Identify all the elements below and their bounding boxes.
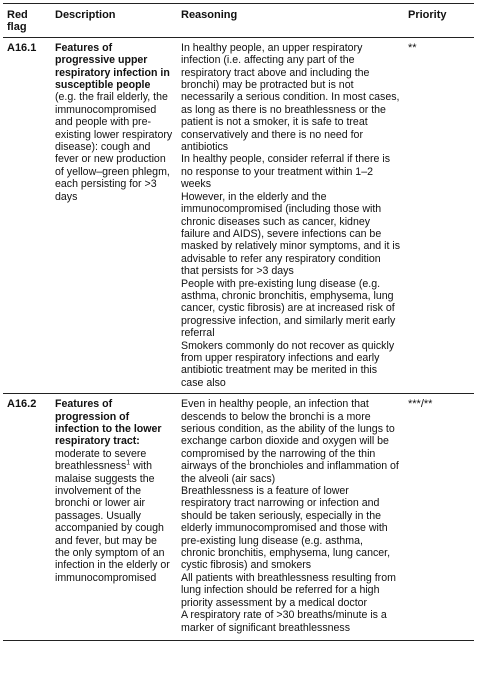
table-header [3,4,474,38]
header-row [3,4,474,38]
reasoning-paragraph: All patients with breathlessness resulting from lung infection should be referred for a high priority assessment by a medical doctor [181,571,396,609]
reasoning-paragraph: A respiratory rate of >30 breaths/minute is a marker of significant breathlessness [181,609,387,634]
table-body [3,37,474,640]
red-flag-id: A16.2 [3,394,51,641]
reasoning-paragraph: Breathlessness is a feature of lower respiratory tract narrowing or infection and should be taken seriously, especially in the elderly immunocompromised and those with pre-existing lung disease (e.g. asthma, chronic bronchitis, emphysema, lung cancer, cystic fibrosis) and smokers [181,485,391,572]
reasoning-paragraph: However, in the elderly and the immunocompromised (including those with chronic diseases such as cancer, kidney failure and AIDS), severe infections can be masked by relatively minor symptoms, and it is advisable to refer any respiratory condition that persists for >3 days [181,190,401,278]
description-lead: Features of progressive upper respiratory infection in susceptible people [55,41,170,92]
description-lead: Features of progression of infection to the lower respiratory tract: [55,398,162,448]
reasoning-paragraph: In healthy people, consider referral if there is no response to your treatment within 1–2 weeks [181,153,391,191]
table-row [3,394,474,641]
red-flag-table [3,3,474,641]
priority-rating: ** [404,37,474,393]
reasoning-paragraph: Smokers commonly do not recover as quickly from upper respiratory infections and early antibiotic treatment may be merited in this case also [181,339,395,389]
description-text: (e.g. the frail elderly, the immunocompromised and people with pre-existing lower respiratory disease): cough and fever or new production of yellow–green phlegm, each persisting for >3 days [55,91,173,203]
reasoning-paragraph: In healthy people, an upper respiratory infection (i.e. affecting any part of the respiratory tract above and including the bronchi) may be protracted but is not necessarily a serious condition. In most cases, as long as there is no breathlessness or the patient is not a smoker, it is safe to treat conservatively and there is no need for antibiotics [181,41,400,154]
reasoning-cell [177,394,404,641]
header-description: Description [51,4,177,38]
red-flag-id: A16.1 [3,37,51,393]
header-reasoning: Reasoning [177,4,404,38]
header-red-flag: Red flag [3,4,51,38]
reasoning-paragraph: Even in healthy people, an infection that descends to below the bronchi is a more serious condition, as the ability of the lungs to exchange carbon dioxide and oxygen will be compromised by the narrowing of the thin airways of the bronchioles and inflammation of the alveoli (air sacs) [181,398,399,485]
reasoning-cell [177,37,404,393]
reasoning-paragraph: People with pre-existing lung disease (e.g. asthma, chronic bronchitis, emphysema, lung cancer, cystic fibrosis) are at increased risk of progressive infection, and similarly merit early referral [181,277,396,340]
description-text: with malaise suggests the involvement of the bronchi or lower air passages. Usually accompanied by cough and fever, but may be the only symptom of an infection in the elderly or immunocompromised [55,460,170,584]
description-text: moderate to severe breathlessness [55,447,147,473]
priority-rating: ***/** [404,394,474,641]
footnote-marker: 1 [126,459,131,467]
table-row [3,37,474,393]
description-cell [51,37,177,393]
header-priority: Priority [404,4,474,38]
description-cell [51,394,177,641]
